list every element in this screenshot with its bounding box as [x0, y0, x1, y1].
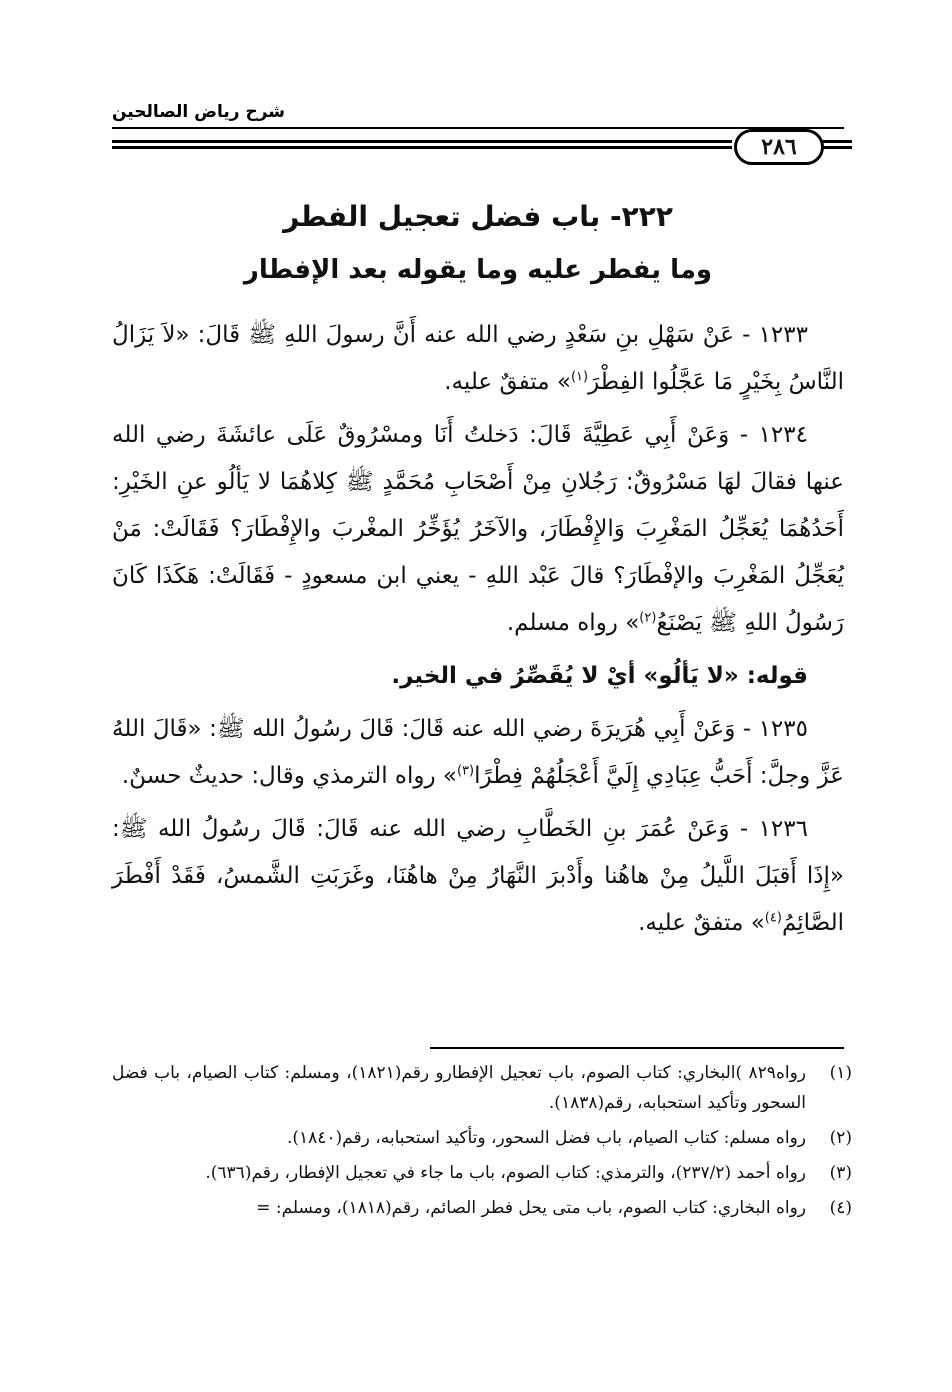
hadith-text: ١٢٣٣ - عَنْ سَهْلِ بنِ سَعْدٍ رضي الله عنه أَنَّ رسولَ اللهِ ﷺ قَالَ: «لاَ يَزَالُ النَّاسُ بِخَيْرٍ مَا عَجَّلُوا الفِطْرَ [112, 322, 844, 395]
footnote-mark: (١) [570, 369, 589, 385]
hadith-attribution: » رواه الترمذي وقال: حديثٌ حسنٌ. [121, 763, 457, 789]
footnote-number: (٣) [829, 1163, 852, 1183]
header-double-rule-bottom [112, 146, 732, 149]
footnote-number: (٤) [829, 1198, 852, 1218]
footnote-mark: (٢) [639, 610, 657, 626]
footnote-text: رواه أحمد (٢٣٧/٢)، والترمذي: كتاب الصوم، باب ما جاء في تعجيل الإفطار، رقم(٦٣٦). [205, 1163, 806, 1183]
header-double-rule-top [112, 140, 732, 143]
page-number: ٢٨٦ [734, 129, 824, 165]
main-text [112, 312, 844, 953]
footnote-1 [112, 1058, 852, 1118]
hadith-text: ١٢٣٤ - وَعَنْ أَبِي عَطِيَّةَ قَالَ: دَخلتُ أَنَا ومسْرُوقٌ عَلَى عائشَةَ رضي الله عنها فقالَ لهَا مَسْرُوقٌ: رَجُلانِ مِنْ أَصْحَابِ مُحَمَّدٍ ﷺ كِلاهُمَا لا يَألُو عنِ الخَيْرِ: أَحَدُهُمَا يُعَجِّلُ المَغْرِبَ وَالإِفْطَارَ، والآخَرُ يُؤَخِّرُ المغْربَ والإِفْطَارَ؟ فَقَالَتْ: مَنْ يُعَجِّلُ المَغْرِبَ والإفْطَارَ؟ قالَ عَبْد اللهِ - يعني ابن مسعودٍ - فَقَالَتْ: هَكَذَا كَانَ رَسُولُ اللهِ ﷺ يَصْنَعُ [112, 422, 844, 636]
footnote-mark: (٤) [764, 910, 782, 926]
footnote-3 [112, 1158, 852, 1188]
header-double-rule-right-top [822, 140, 852, 143]
hadith-1235 [112, 706, 844, 800]
footnote-separator [430, 1047, 844, 1049]
hadith-1234 [112, 412, 844, 647]
chapter-title: ٢٢٢- باب فضل تعجيل الفطر [283, 200, 673, 233]
hadith-1233 [112, 312, 844, 406]
footnote-number: (٢) [829, 1128, 852, 1148]
footnote-mark: (٣) [456, 763, 475, 779]
footnote-text: رواه البخاري: كتاب الصوم، باب متى يحل فطر الصائم، رقم(١٨١٨)، ومسلم: = [256, 1198, 806, 1218]
footnote-2 [112, 1123, 852, 1153]
footnote-text: رواه مسلم: كتاب الصيام، باب فضل السحور، وتأكيد استحبابه، رقم(١٨٤٠). [286, 1128, 806, 1148]
hadith-text: ١٢٣٥ - وَعَنْ أَبِي هُرَيرَةَ رضي الله عنه قَالَ: قَالَ رسُولُ الله ﷺ: «قَالَ اللهُ عَزَّ وجلَّ: أَحَبُّ عِبَادِي إِلَيَّ أَعْجَلُهُمْ فِطْرًا [112, 716, 844, 789]
chapter-subtitle: وما يفطر عليه وما يقوله بعد الإفطار [243, 255, 713, 285]
footnotes [112, 1058, 852, 1228]
explanation [112, 653, 844, 700]
footnote-4 [112, 1193, 852, 1223]
hadith-text: ١٢٣٦ - وَعَنْ عُمَرَ بنِ الخَطَّابِ رضي الله عنه قَالَ: قَالَ رسُولُ الله ﷺ: «إِذَا أَقبَلَ اللَّيلُ مِنْ هاهُنا وأَدْبرَ النَّهَارُ مِنْ هاهُنَا، وغَرَبَتِ الشَّمسُ، فَقَدْ أَفْطَرَ الصَّائِمُ [112, 816, 844, 936]
hadith-attribution: » رواه مسلم. [506, 610, 640, 636]
hadith-1236 [112, 806, 844, 947]
footnote-text: رواه٨٢٩ )البخاري: كتاب الصوم، باب تعجيل الإفطارو رقم(١٨٢١)، ومسلم: كتاب الصيام، باب فضل السحور وتأكيد استحبابه، رقم(١٨٣٨). [112, 1063, 806, 1113]
book-title: شرح رياض الصالحين [112, 102, 286, 122]
header-rule [112, 127, 844, 129]
hadith-attribution: » متفقٌ عليه. [638, 910, 765, 936]
explanation-text: قوله: «لا يَألُو» أيْ لا يُقَصِّرُ في الخير. [391, 663, 808, 689]
footnote-number: (١) [829, 1063, 852, 1083]
hadith-attribution: » متفقٌ عليه. [444, 369, 571, 395]
header-double-rule-right-bottom [822, 146, 852, 149]
